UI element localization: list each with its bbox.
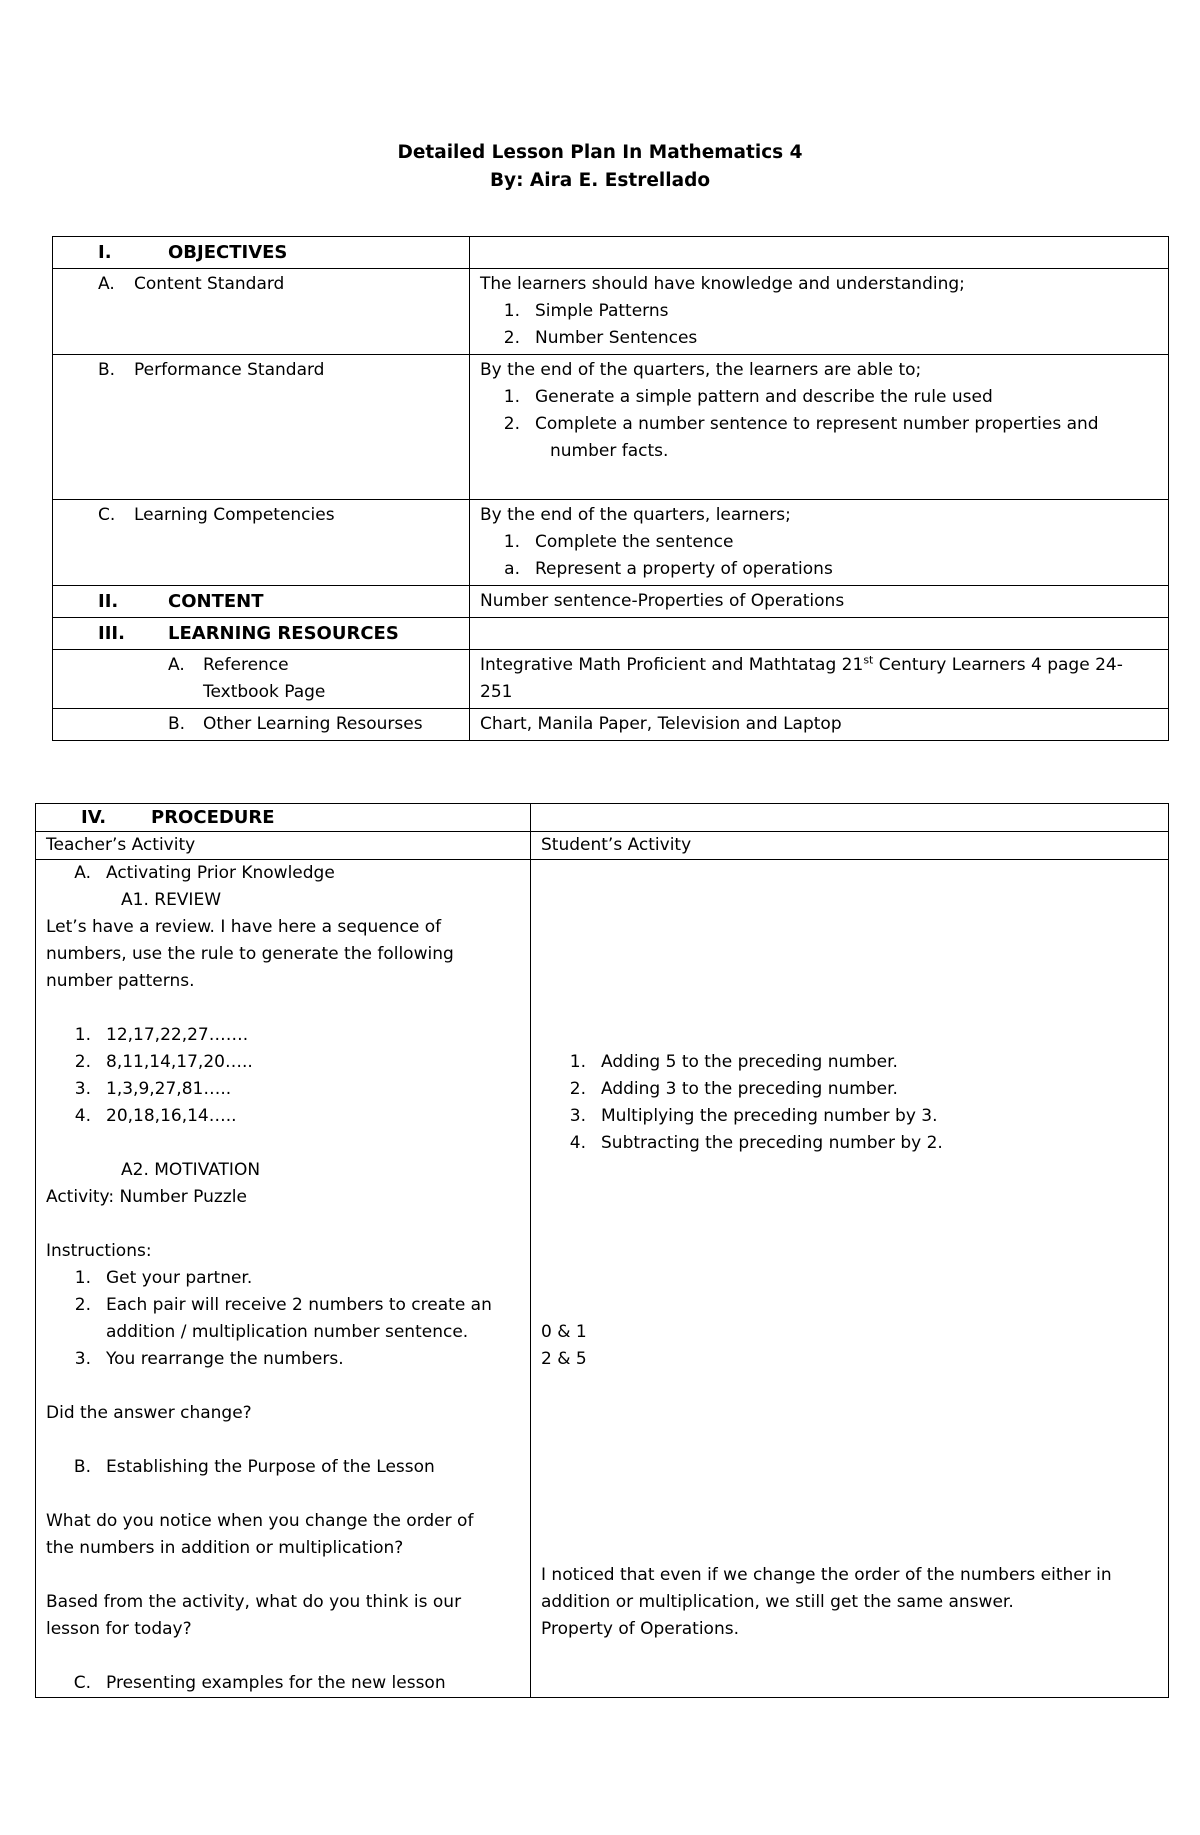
learning-resources-row (53, 618, 1169, 650)
row-intro: By the end of the quarters, learners; (480, 505, 791, 525)
reference-text-cont: Century Learners 4 page 24- (873, 655, 1123, 675)
row-intro: By the end of the quarters, the learners are able to; (480, 360, 922, 380)
reference-text: Integrative Math Proficient and Mathtatag 21 (480, 655, 864, 675)
row-letter: A. (98, 274, 115, 294)
instruction-item: addition / multiplication number sentence. (106, 1322, 469, 1342)
answer-item: Adding 3 to the preceding number. (601, 1079, 898, 1099)
teacher-activity-cell: A. Activating Prior Knowledge A1. REVIEW Let’s have a review. I have here a sequence of numbers, use the rule to generate the following number patterns. 1. 12,17,22,27……. 2. 8,11,14,17,20….. 3. 1,3,9,27,81….. 4. 20,18,16,14….. A2. MOTIVATION Activity: Number Puzzle Instructions: 1. Get your partner. 2. Each pair will receive 2 numbers to create an addition / multiplication number sentence. 3. You rearrange the numbers. Did the answer change? B. Establishing the Purpose of the Lesson What do you notice when you change the order of the numbers in addition or multiplication? Based from the activity, what do you think is our lesson for today? C. Presenting examples for the new lesson (36, 860, 531, 1698)
row-letter: B. (168, 714, 186, 734)
other-resources-row (53, 709, 1169, 741)
reference-text-line2: 251 (480, 682, 513, 702)
procedure-body-row (36, 860, 1169, 1698)
answer-text: I noticed that even if we change the order of the numbers either in (541, 1565, 1112, 1585)
step-label: Presenting examples for the new lesson (106, 1673, 446, 1693)
learning-competencies-row: C. Learning Competencies By the end of the quarters, learners; 1. Complete the sentence a. Represent a property of operations (53, 500, 1169, 586)
number-pair: 0 & 1 (541, 1322, 587, 1342)
objectives-header-row (53, 237, 1169, 269)
teacher-activity-header: Teacher’s Activity (46, 835, 196, 855)
answer-item: Adding 5 to the preceding number. (601, 1052, 898, 1072)
procedure-header-row (36, 804, 1169, 832)
instruction-item: You rearrange the numbers. (106, 1349, 344, 1369)
question-text: Based from the activity, what do you think is our (46, 1592, 462, 1612)
reference-superscript: st (863, 653, 874, 667)
procedure-table (35, 803, 1169, 1698)
student-activity-cell: 1. Adding 5 to the preceding number. 2. Adding 3 to the preceding number. 3. Multiplying the preceding number by 3. 4. Subtracting the preceding number by 2. 0 & 1 2 & 5 I noticed that even if we change the order of the numbers either in addition or multiplication, we still get the same answer. Property of Operations. (531, 860, 1169, 1698)
step-label: Activating Prior Knowledge (106, 863, 335, 883)
review-text: number patterns. (46, 971, 195, 991)
row-label: Learning Competencies (134, 505, 335, 525)
motivation-label: A2. MOTIVATION (121, 1160, 261, 1180)
other-resources-value: Chart, Manila Paper, Television and Laptop (480, 714, 842, 734)
row-label: Content Standard (134, 274, 285, 294)
section-number: II. (98, 591, 119, 612)
section-number: I. (98, 242, 112, 263)
sequence-item: 8,11,14,17,20….. (106, 1052, 253, 1072)
activity-header-row (36, 832, 1169, 860)
objectives-table (52, 236, 1169, 741)
row-letter: B. (98, 360, 116, 380)
reference-row (53, 650, 1169, 709)
section-title: PROCEDURE (151, 807, 275, 828)
list-item: Simple Patterns (535, 301, 669, 321)
question-text: Did the answer change? (46, 1403, 252, 1423)
instructions-label: Instructions: (46, 1241, 152, 1261)
instruction-item: Get your partner. (106, 1268, 253, 1288)
step-label: Establishing the Purpose of the Lesson (106, 1457, 435, 1477)
section-title: CONTENT (168, 591, 264, 612)
row-letter: C. (98, 505, 116, 525)
page-title: Detailed Lesson Plan In Mathematics 4 (397, 142, 803, 163)
answer-item: Multiplying the preceding number by 3. (601, 1106, 938, 1126)
sequence-item: 20,18,16,14….. (106, 1106, 237, 1126)
content-standard-row: A. Content Standard The learners should have knowledge and understanding; 1. Simple Patterns 2. Number Sentences (53, 269, 1169, 355)
answer-item: Subtracting the preceding number by 2. (601, 1133, 943, 1153)
row-letter: A. (168, 655, 185, 675)
sequence-item: 1,3,9,27,81….. (106, 1079, 232, 1099)
section-title: LEARNING RESOURCES (168, 623, 399, 644)
review-label: A1. REVIEW (121, 890, 221, 910)
sequence-item: 12,17,22,27……. (106, 1025, 249, 1045)
review-text: Let’s have a review. I have here a sequence of (46, 917, 442, 937)
list-item-continued: number facts. (550, 441, 669, 461)
review-text: numbers, use the rule to generate the following (46, 944, 454, 964)
student-activity-header: Student’s Activity (541, 835, 692, 855)
row-label: Reference (203, 655, 289, 675)
answer-text: addition or multiplication, we still get the same answer. (541, 1592, 1014, 1612)
number-pair: 2 & 5 (541, 1349, 587, 1369)
section-number: IV. (81, 807, 107, 828)
section-title: OBJECTIVES (168, 242, 288, 263)
content-value: Number sentence-Properties of Operations (480, 591, 845, 611)
list-item: Complete the sentence (535, 532, 734, 552)
list-item: Represent a property of operations (535, 559, 833, 579)
question-text: the numbers in addition or multiplication? (46, 1538, 404, 1558)
row-label-line2: Textbook Page (203, 682, 326, 702)
answer-text: Property of Operations. (541, 1619, 739, 1639)
content-row (53, 586, 1169, 618)
author-line: By: Aira E. Estrellado (489, 170, 711, 191)
row-label: Other Learning Resourses (203, 714, 423, 734)
performance-standard-row: B. Performance Standard By the end of the quarters, the learners are able to; 1. Generate a simple pattern and describe the rule used 2. Complete a number sentence to represent number properties and number facts. (53, 355, 1169, 500)
list-item: Generate a simple pattern and describe the rule used (535, 387, 993, 407)
activity-name: Activity: Number Puzzle (46, 1187, 247, 1207)
section-number: III. (98, 623, 125, 644)
question-text: What do you notice when you change the order of (46, 1511, 474, 1531)
instruction-item: Each pair will receive 2 numbers to create an (106, 1295, 492, 1315)
row-intro: The learners should have knowledge and understanding; (480, 274, 965, 294)
list-item: Complete a number sentence to represent number properties and (535, 414, 1099, 434)
list-item: Number Sentences (535, 328, 698, 348)
question-text: lesson for today? (46, 1619, 192, 1639)
row-label: Performance Standard (134, 360, 325, 380)
